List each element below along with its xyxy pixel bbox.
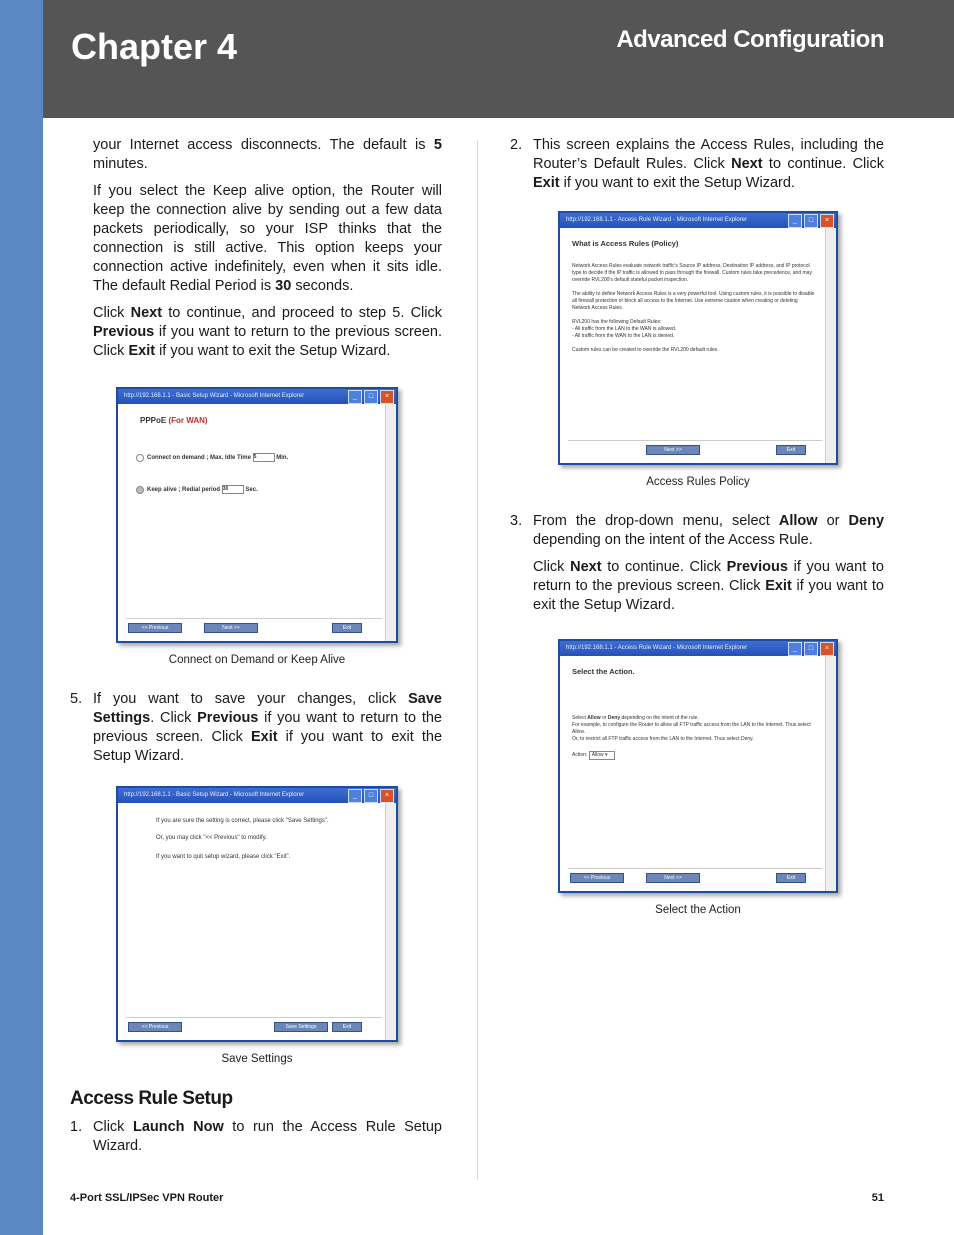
next-button[interactable]: Next >> [204,623,258,633]
step-2: 2. This screen explains the Access Rules, including the Router’s Default Rules. Click Next to continue. Click Exit if you want to exit the Setup Wizard. [510,137,884,191]
access-rule-setup-heading: Access Rule Setup [70,1088,233,1109]
section-title: Advanced Configuration [616,26,884,53]
action-line-3: Or, to restrict all FTP traffic access from the LAN to the Internet. Thus select Deny. [572,736,754,742]
idle-time-input[interactable]: 5 [253,453,275,462]
policy-para-3: RVL200 has the following Default Rules: [572,319,662,325]
window-titlebar: http://192.168.1.1 - Basic Setup Wizard - Microsoft Internet Explorer _ □ × [118,788,396,803]
minimize-icon[interactable]: _ [348,390,362,404]
figure-caption: Connect on Demand or Keep Alive [168,654,346,666]
policy-para-2: The ability to define Network Access Rules is a very powerful tool. Using custom rules, it is possible to disable all firewall protection or block all access to the Internet. Use extreme caution when creating or deleting Network Access Rules. [572,291,815,311]
scrollbar[interactable] [385,803,396,1040]
figure-pppoe [116,387,398,670]
action-heading: Select the Action. [572,667,635,676]
previous-button[interactable]: << Previous [570,873,624,883]
exit-button[interactable]: Exit [332,1022,362,1032]
policy-heading: What is Access Rules (Policy) [572,239,679,248]
paragraph-default-minutes: your Internet access disconnects. The default is 5 minutes. [93,137,442,172]
step-1: 1. Click Launch Now to run the Access Rule Setup Wizard. [70,1119,442,1154]
maximize-icon[interactable]: □ [364,390,378,404]
chapter-title: Chapter 4 [71,26,238,67]
window-titlebar: http://192.168.1.1 - Basic Setup Wizard - Microsoft Internet Explorer _ □ × [118,389,396,404]
pppoe-heading: PPPoE (For WAN) [140,416,208,425]
minimize-icon[interactable]: _ [788,214,802,228]
redial-period-input[interactable]: 30 [222,485,244,494]
save-settings-window [116,786,398,1042]
page-header [43,0,954,118]
window-titlebar: http://192.168.1.1 - Access Rule Wizard - Microsoft Internet Explorer _ □ × [560,213,836,228]
radio-icon[interactable] [136,486,144,494]
button-separator [126,618,382,619]
policy-para-1: Network Access Rules evaluate network traffic's Source IP address, Destination IP address, and IP protocol type to decide if the IP traffic is allowed to pass through the firewall. Custom rules take precedence, and may override RVL200's default stateful packet inspection. [572,263,812,283]
window-titlebar: http://192.168.1.1 - Access Rule Wizard - Microsoft Internet Explorer _ □ × [560,641,836,656]
column-divider [477,140,478,1180]
policy-para-4: Custom rules can be created to override the RVL200 default rules. [572,347,719,353]
chevron-down-icon: ▾ [605,752,608,758]
minimize-icon[interactable]: _ [348,789,362,803]
action-line-2: For example, to configure the Router to allow all FTP traffic access from the LAN to the Internet. Thus select Allow. [572,722,811,735]
step-5: 5. If you want to save your changes, click Save Settings. Click Previous if you want to return to the previous screen. Click Exit if you want to exit the Setup Wizard. [70,691,443,764]
previous-button[interactable]: << Previous [128,623,182,633]
save-line-2: Or, you may click "<< Previous" to modify. [156,835,267,841]
button-separator [568,440,822,441]
figure-caption: Save Settings [221,1053,293,1065]
figure-access-rules-policy [558,211,838,492]
paragraph-click-next: Click Next to continue, and proceed to step 5. Click Previous if you want to return to the previous screen. Click Exit if you want to exit the Setup Wizard. [93,305,442,359]
figure-caption: Select the Action [655,904,741,916]
next-button[interactable]: Next >> [646,445,700,455]
left-column [70,136,442,1164]
radio-icon[interactable] [136,454,144,462]
exit-button[interactable]: Exit [776,873,806,883]
maximize-icon[interactable]: □ [804,642,818,656]
policy-rule-2: - All traffic from the WAN to the LAN is denied. [572,333,675,339]
minimize-icon[interactable]: _ [788,642,802,656]
maximize-icon[interactable]: □ [804,214,818,228]
action-row: Action: Allow ▾ [572,751,816,760]
pppoe-window [116,387,398,643]
exit-button[interactable]: Exit [776,445,806,455]
scrollbar[interactable] [825,656,836,891]
save-settings-button[interactable]: Save Settings [274,1022,328,1032]
close-icon[interactable]: × [380,390,394,404]
save-line-1: If you are sure the setting is correct, please click "Save Settings". [156,818,329,824]
select-action-window [558,639,838,893]
right-column [510,136,884,940]
scrollbar[interactable] [385,404,396,641]
figure-save-settings [116,786,398,1069]
figure-caption: Access Rules Policy [646,476,750,488]
figure-select-action [558,639,838,920]
close-icon[interactable]: × [820,642,834,656]
step-3: 3. From the drop-down menu, select Allow or Deny depending on the intent of the Access Rule. [510,513,885,548]
footer-product-name: 4-Port SSL/IPSec VPN Router [70,1192,224,1204]
maximize-icon[interactable]: □ [364,789,378,803]
keep-alive-option[interactable]: Keep alive ; Redial period 30 Sec. [136,485,376,495]
access-rules-window [558,211,838,465]
save-line-3: If you want to quit setup wizard, please click "Exit". [156,854,291,860]
exit-button[interactable]: Exit [332,623,362,633]
next-button[interactable]: Next >> [646,873,700,883]
action-select[interactable]: Allow ▾ [589,751,615,760]
close-icon[interactable]: × [820,214,834,228]
scrollbar[interactable] [825,228,836,463]
close-icon[interactable]: × [380,789,394,803]
button-separator [568,868,822,869]
paragraph-click-next-right: Click Next to continue. Click Previous if you want to return to the previous screen. Click Exit if you want to exit the Setup Wizard. [533,559,884,613]
paragraph-keep-alive: If you select the Keep alive option, the Router will keep the connection alive by sending out a few data packets periodically, so your ISP thinks that the connection is still active. This option keeps your connection active indefinitely, even when it sits idle. The default Redial Period is 30 seconds. [93,183,442,294]
page-number: 51 [871,1192,884,1204]
policy-rule-1: - All traffic from the LAN to the WAN is allowed. [572,326,677,332]
previous-button[interactable]: << Previous [128,1022,182,1032]
button-separator [126,1017,382,1018]
action-line-1: Select Allow or Deny depending on the intent of the rule. [572,715,699,721]
connect-on-demand-option[interactable]: Connect on demand ; Max. Idle Time 5 Min. [136,453,376,463]
side-color-bar [0,0,43,1235]
